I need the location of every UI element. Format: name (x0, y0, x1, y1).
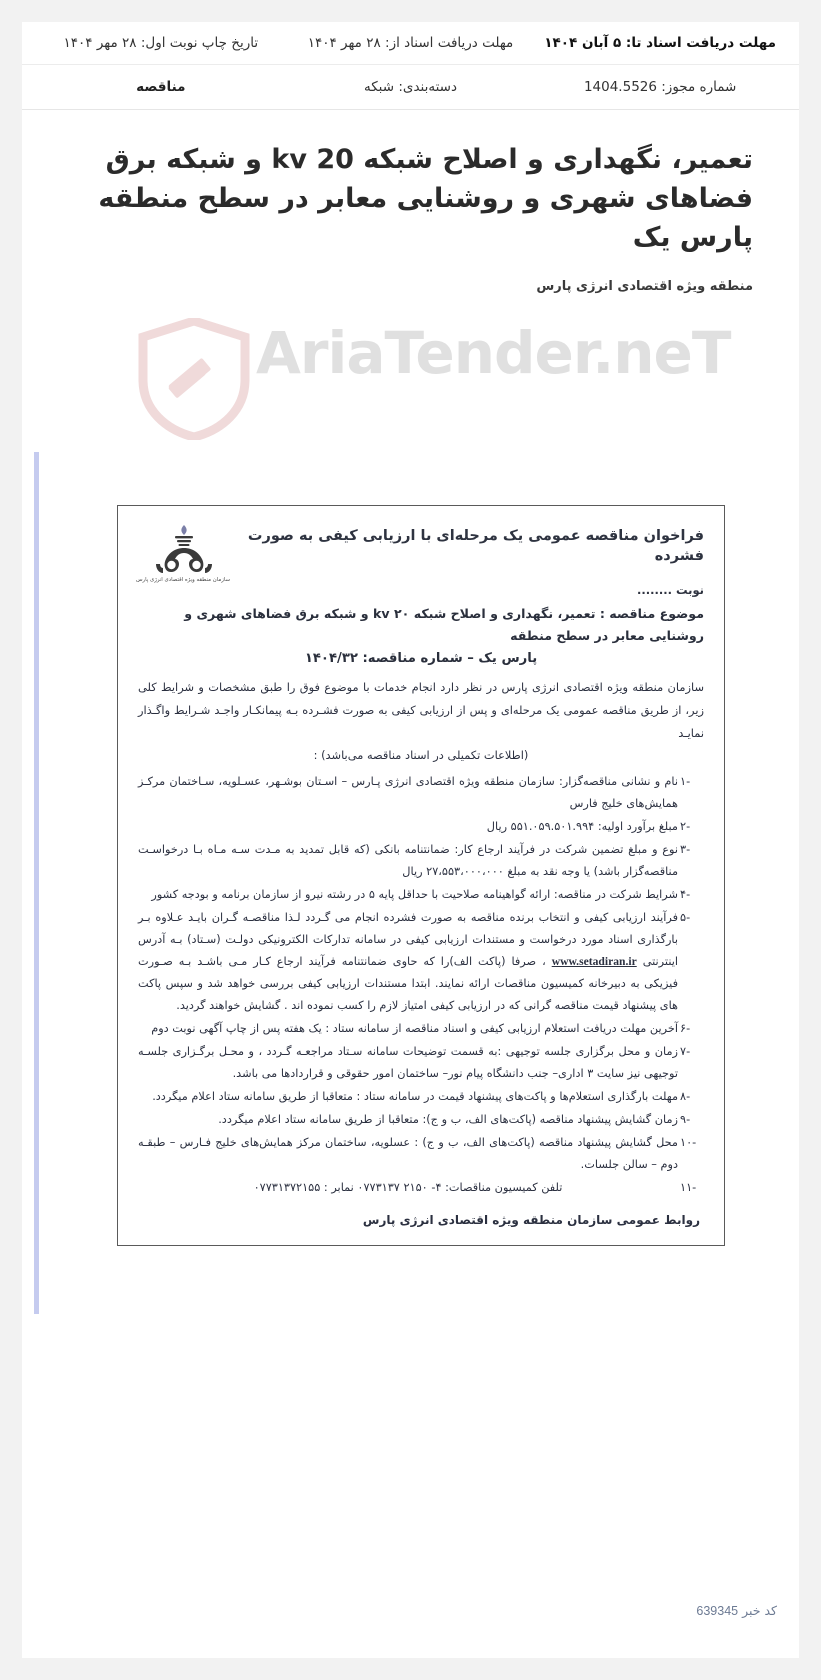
item-text: زمان و محل برگزاری جلسه توجیهی :به قسمت توضیحات سامانه سـتاد مراجعـه گـردد ، و محـل برگـزاری جلسـه توجیهی نیز سایت ۳ اداری– جنب دانشگاه پیام نور– ساختمان امور حقوقی و قراردادها می باشد. (138, 1045, 678, 1081)
notice-intro-paragraph-2: (اطلاعات تکمیلی در اسناد مناقصه می‌باشد) : (313, 747, 529, 762)
logo-caption: سازمان منطقه ویژه اقتصادی انرژی پارس (135, 577, 230, 583)
item-number: ۶- (680, 1022, 691, 1036)
item-number: ۱۰- (680, 1136, 697, 1150)
print-date: تاریخ چاپ نوبت اول: ۲۸ مهر ۱۴۰۴ (63, 34, 259, 51)
item-number: ۴- (680, 887, 691, 901)
news-code (696, 1603, 777, 1618)
item-number: ۱- (680, 774, 691, 788)
list-item (138, 771, 704, 815)
item-number: ۷- (680, 1045, 691, 1059)
page-title: تعمیر، نگهداری و اصلاح شبکه kv 20 و شبکه برق فضاهای شهری و روشنایی معابر در سطح منطقه پارس یک (98, 144, 753, 254)
item-text: فرآیند ارزیابی کیفی و انتخاب برنده مناقصه به صورت فشرده انجام می گـردد لـذا مناقصـه گـران بایـد عـلاوه بـر بارگذاری اسناد مورد درخواست و مستندات ارزیابی کیفی در سامانه تدارکات الکترونیکی دولـت (سـتاد) بـه آدرس اینترنتی (138, 910, 679, 968)
notice-signature: روابط عمومی سازمان منطقه ویژه اقتصادی انرژی پارس (362, 1213, 700, 1228)
item-text: شرایط شرکت در مناقصه: ارائه گواهینامه صلاحیت با حداقل پایه ۵ در رشته نیرو از سازمان برنامه و بودجه کشور (151, 887, 678, 901)
item-text: محل گشایش پیشنهاد مناقصه (پاکت‌های الف، ب و ج) : عسلویه، ساختمان مرکز همایش‌های خلیج فـارس – طبقـه دوم – سالن جلسات. (138, 1136, 678, 1172)
list-item (138, 1086, 704, 1108)
item-text-continued: ، صرفا (پاکت الف)را که حاوی ضمانتنامه فرآیند ارجاع کـار مـی باشـد بـه صـورت فیزیکی به دبیرخانه کمیسیون مناقصات ارائه نمایند. ابتدا مستندات ارزیابی کیفی بررسی خواهد شد و سپس پاکت های پیشنهاد قیمت مناقصه گرانی که در ارزیابی کیفی امتیاز لازم را کسب نموده اند . گشایش خواهند گردید. (138, 954, 678, 1013)
watermark-text: AriaTender.neT (256, 319, 731, 387)
list-item (138, 1109, 704, 1131)
docs-deadline-from: مهلت دریافت اسناد از: ۲۸ مهر ۱۴۰۴ (307, 34, 514, 51)
item-text: مهلت بارگذاری استعلام‌ها و پاکت‌های پیشنهاد قیمت در سامانه ستاد : متعاقبا از طریق سامانه ستاد اعلام میگردد. (152, 1090, 678, 1104)
tender-type-badge: مناقصه (136, 78, 186, 95)
list-item (138, 1041, 704, 1085)
list-item (138, 816, 704, 838)
setadiran-link[interactable]: www.setadiran.ir (551, 954, 637, 968)
item-number: ۹- (680, 1113, 691, 1127)
page-subtitle: منطقه ویژه اقتصادی انرژی پارس (536, 279, 753, 295)
list-item (138, 1132, 704, 1176)
shield-gavel-icon (138, 318, 250, 440)
notice-round: نوبت ........ (637, 582, 704, 597)
item-text: نام و نشانی مناقصه‌گزار: سازمان منطقه ویژه اقتصادی انرژی پـارس – اسـتان بوشـهر، عسـلویه، سـاختمان مرکـز همایش‌های خلیج فارس (138, 774, 678, 810)
list-item (138, 839, 704, 883)
watermark (132, 314, 732, 434)
list-item (138, 884, 704, 906)
meta-row-classification (22, 65, 799, 109)
notice-header-row (135, 522, 704, 597)
item-number: ۵- (680, 910, 691, 924)
list-item (138, 1177, 704, 1199)
meta-header (22, 22, 799, 110)
item-text: زمان گشایش پیشنهاد مناقصه (پاکت‌های الف، ب و ج): متعاقبا از طریق سامانه ستاد اعلام میگردد. (218, 1113, 678, 1127)
title-block (22, 110, 799, 294)
notice-subject-line-1: موضوع مناقصه : تعمیر، نگهداری و اصلاح شبکه ٢٠ kv و شبکه برق فضاهای شهری و روشنایی معابر در سطح منطقه (184, 605, 704, 643)
item-number: ۱۱- (680, 1181, 697, 1195)
news-code-label: کد خبر (742, 1603, 777, 1618)
item-text: نوع و مبلغ تضمین شرکت در فرآیند ارجاع کار: ضمانتنامه بانکی (که قابل تمدید به مـدت سـه مـاه بـا درخواسـت مناقصه‌گزار باشد) یا وجه نقد به مبلغ ۲۷،۵۵۳،۰۰۰،۰۰۰ ریال (138, 842, 678, 878)
item-text: مبلغ برآورد اولیه: ۵۵۱.۰۵۹.۵۰۱.۹۹۴ ریال (486, 819, 678, 833)
item-number: ۳- (680, 842, 691, 856)
notice-box (117, 505, 725, 1246)
list-item (138, 1018, 704, 1040)
organization-logo (135, 522, 230, 583)
category: دسته‌بندی: شبکه (363, 78, 458, 95)
item-number: ۸- (680, 1090, 691, 1104)
nioc-flame-logo-icon (153, 524, 215, 576)
docs-deadline-to: مهلت دریافت اسناد تا: ۵ آبان ۱۴۰۴ (544, 34, 777, 51)
left-accent-bar (34, 452, 39, 1314)
news-code-value: 639345 (696, 1604, 739, 1618)
scanned-notice (117, 505, 725, 1246)
notice-heading: فراخوان مناقصه عمومی یک مرحله‌ای با ارزیابی کیفی به صورت فشرده (247, 528, 704, 565)
item-number: ۲- (680, 819, 691, 833)
item-text: آخرین مهلت دریافت استعلام ارزیابی کیفی و اسناد مناقصه از سامانه ستاد : یک هفته پس از چاپ آگهی نوبت دوم (151, 1022, 678, 1036)
permit-number: شماره مجوز: 1404.5526 (583, 78, 737, 95)
list-item (138, 907, 704, 1018)
notice-intro-paragraph: سازمان منطقه ویژه اقتصادی انرژی پارس در نظر دارد انجام خدمات با موضوع فوق را طبق مشخصات و شرایط کلی زیر، از طریق مناقصه عمومی یک مرحله‌ای و پس از ارزیابی کیفی به صورت فشـرده بـه پیمانکـار واجـد شـرایط واگـذار نمایـد (138, 680, 704, 741)
document-page-card (22, 22, 799, 1658)
notice-subject-line-2: پارس یک – شماره مناقصه: ۱۴۰۴/۳۲ (304, 650, 538, 666)
meta-row-dates (22, 22, 799, 64)
notice-items-list (138, 771, 704, 1200)
item-text: تلفن کمیسیون مناقصات: ۴- ۲۱۵۰ ۰۷۷۳۱۳۷ نمابر : ۰۷۷۳۱۳۷۲۱۵۵ (253, 1181, 563, 1195)
